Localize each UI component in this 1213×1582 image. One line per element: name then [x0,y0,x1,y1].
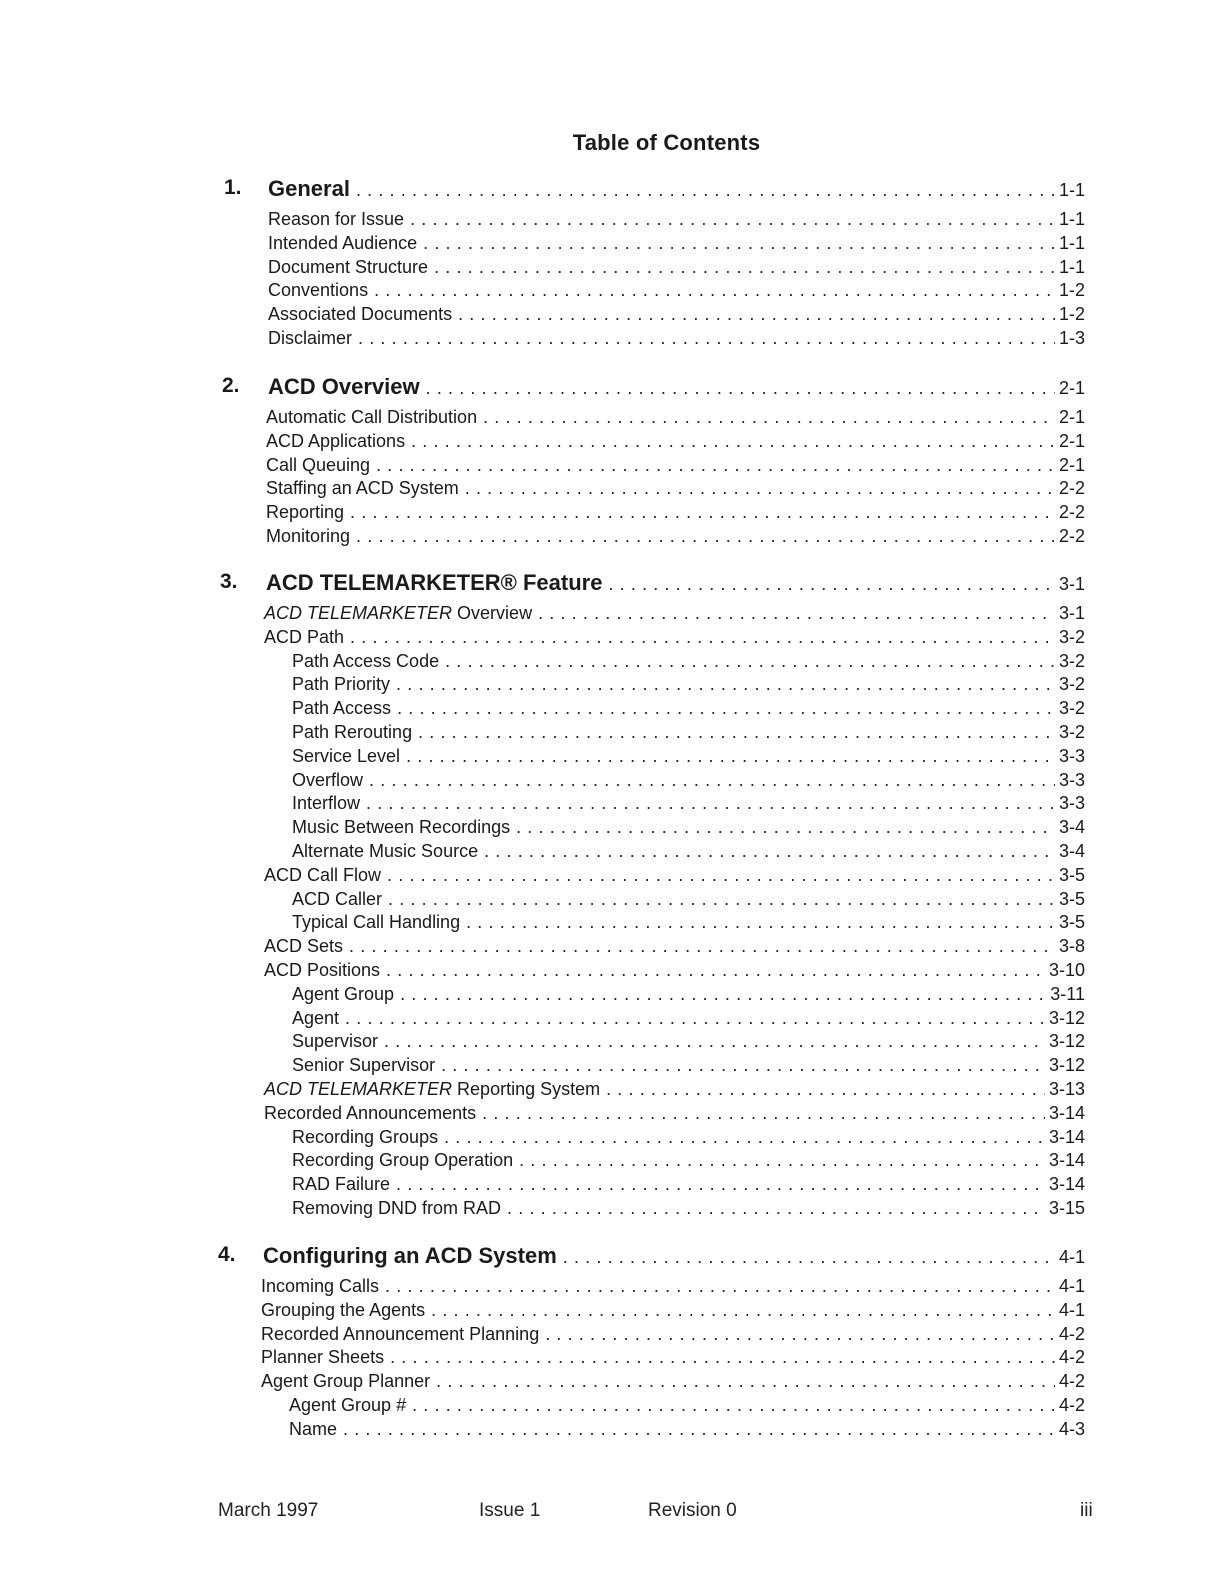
dot-leader [545,1324,1055,1345]
entry-page-number: 1-2 [1058,280,1085,301]
dot-leader [466,912,1055,933]
entry-page-number: 4-2 [1058,1395,1085,1415]
section-entry[interactable] [268,233,1085,254]
toc-heading-text: Table of Contents [572,130,761,155]
entry-title: ACD Path [264,626,345,647]
chapter-entry[interactable] [220,570,1085,596]
dot-leader [396,1174,1045,1195]
entry-page-number: 4-1 [1058,1276,1085,1296]
entry-title: Reason for Issue [268,209,405,229]
dot-leader [376,455,1055,476]
section-entry[interactable] [264,960,1085,981]
dot-leader [387,865,1055,886]
entry-page-number: 4-1 [1058,1299,1085,1320]
subsection-entry[interactable] [292,746,1085,767]
subsection-entry[interactable] [292,912,1085,933]
dot-leader [458,304,1055,325]
dot-leader [563,1247,1055,1268]
footer-date: March 1997 [218,1500,319,1521]
entry-title: Service Level [292,745,401,766]
dot-leader [423,233,1055,254]
entry-title: Agent Group [292,983,395,1004]
entry-title: Removing DND from RAD [292,1198,502,1218]
dot-leader [484,841,1055,862]
entry-title: Senior Supervisor [292,1055,436,1076]
entry-page-number: 4-3 [1058,1418,1085,1439]
section-entry[interactable] [261,1347,1085,1368]
dot-leader [400,984,1046,1005]
entry-title: Agent [292,1007,340,1028]
dot-leader [385,1276,1055,1297]
dot-leader [516,817,1055,838]
dot-leader [482,1103,1045,1124]
dot-leader [366,793,1055,814]
entry-page-number: 3-11 [1050,983,1085,1004]
subsection-entry[interactable] [292,793,1085,814]
entry-page-number: 3-8 [1058,936,1085,957]
entry-title: Reporting [266,502,345,523]
subsection-entry[interactable] [292,770,1085,791]
section-entry[interactable] [266,502,1085,523]
entry-page-number: 3-14 [1048,1150,1085,1171]
dot-leader [411,431,1055,452]
section-entry[interactable] [261,1324,1085,1345]
section-entry[interactable] [268,257,1085,278]
entry-page-number: 2-2 [1058,478,1085,499]
subsection-entry[interactable] [292,841,1085,862]
entry-page-number: 3-2 [1058,674,1085,695]
entry-page-number: 1-1 [1058,232,1085,253]
entry-title: ACD TELEMARKETER Reporting System [264,1079,601,1099]
entry-title: Interflow [292,793,361,814]
chapter-title: General [268,176,350,201]
chapter-page-number: 2-1 [1058,378,1085,398]
subsection-entry[interactable] [292,889,1085,910]
dot-leader [426,378,1055,399]
chapter-entry[interactable] [218,1243,1085,1269]
subsection-entry[interactable] [292,674,1085,695]
entry-title: RAD Failure [292,1174,391,1195]
chapter-title: ACD Overview [268,374,420,399]
subsection-entry[interactable] [292,1055,1085,1076]
entry-page-number: 1-2 [1058,304,1085,325]
entry-title: Agent Group Planner [261,1371,431,1392]
subsection-entry[interactable] [292,1031,1085,1052]
entry-title: Planner Sheets [261,1347,385,1368]
section-entry[interactable] [268,328,1085,349]
section-entry[interactable] [266,478,1085,499]
chapter-number: 2. [222,374,240,397]
section-entry[interactable] [261,1371,1085,1392]
entry-page-number: 2-2 [1058,526,1085,546]
dot-leader [606,1079,1045,1100]
entry-page-number: 3-2 [1058,626,1085,647]
entry-title: Recorded Announcements [264,1102,477,1123]
dot-leader [350,627,1055,648]
section-entry[interactable] [264,936,1085,957]
entry-title: ACD Sets [264,936,344,957]
entry-page-number: 2-1 [1058,454,1085,475]
section-entry[interactable] [264,865,1085,886]
dot-leader [350,502,1055,523]
entry-title: Conventions [268,280,369,301]
entry-page-number: 3-5 [1058,912,1085,933]
chapter-page-number: 1-1 [1058,180,1085,200]
dot-leader [369,770,1055,791]
entry-page-number: 3-3 [1058,769,1085,790]
entry-page-number: 3-2 [1058,650,1085,671]
entry-page-number: 1-1 [1058,209,1085,229]
entry-title: Staffing an ACD System [266,478,459,499]
entry-page-number: 3-15 [1048,1198,1085,1218]
chapter-page-number: 4-1 [1058,1247,1085,1267]
entry-page-number: 1-3 [1058,328,1085,348]
chapter-entry[interactable] [224,176,1085,202]
dot-leader [388,889,1055,910]
entry-title: Recording Groups [292,1126,439,1147]
section-entry[interactable] [268,304,1085,325]
dot-leader [538,603,1055,624]
footer-revision: Revision 0 [648,1500,737,1521]
section-entry[interactable] [261,1300,1085,1321]
dot-leader [431,1300,1055,1321]
entry-title: Path Priority [292,674,391,695]
dot-leader [397,698,1055,719]
footer-issue: Issue 1 [479,1500,541,1521]
entry-title: Typical Call Handling [292,912,461,933]
entry-title: Name [289,1418,338,1439]
dot-leader [349,936,1055,957]
subsection-entry[interactable] [292,698,1085,719]
entry-page-number: 3-12 [1048,1031,1085,1052]
entry-title: Incoming Calls [261,1276,380,1296]
dot-leader [386,960,1045,981]
section-entry[interactable] [268,280,1085,301]
dot-leader [444,1127,1045,1148]
dot-leader [406,746,1055,767]
section-entry[interactable] [266,526,1085,547]
dot-leader [507,1198,1045,1219]
entry-page-number: 3-14 [1048,1174,1085,1195]
dot-leader [434,257,1055,278]
entry-page-number: 3-1 [1058,603,1085,623]
entry-title: Alternate Music Source [292,841,479,861]
subsection-entry[interactable] [292,1008,1085,1029]
section-entry[interactable] [266,431,1085,452]
dot-leader [396,674,1055,695]
entry-page-number: 3-3 [1058,793,1085,814]
dot-leader [374,280,1055,301]
subsection-entry[interactable] [292,984,1085,1005]
dot-leader [418,722,1055,743]
entry-page-number: 3-14 [1048,1102,1085,1123]
entry-page-number: 2-2 [1058,502,1085,523]
chapter-entry[interactable] [222,374,1085,400]
section-entry[interactable] [264,1079,1085,1100]
subsection-entry[interactable] [292,651,1085,672]
entry-title: ACD Call Flow [264,864,382,885]
entry-page-number: 3-3 [1058,745,1085,766]
subsection-entry[interactable] [292,1127,1085,1148]
section-entry[interactable] [266,455,1085,476]
entry-page-number: 3-4 [1058,841,1085,861]
entry-title: Grouping the Agents [261,1299,426,1320]
entry-title: Automatic Call Distribution [266,407,478,427]
dot-leader [356,180,1055,201]
dot-leader [356,526,1055,547]
entry-title: Monitoring [266,526,351,546]
chapter-number: 4. [218,1243,236,1266]
entry-title: Agent Group # [289,1395,407,1415]
subsection-entry[interactable] [289,1395,1085,1416]
chapter-page-number: 3-1 [1058,574,1085,594]
entry-title: Path Access [292,698,392,719]
chapter-title: Configuring an ACD System [263,1243,557,1268]
section-entry[interactable] [261,1276,1085,1297]
entry-title: ACD Applications [266,430,406,451]
dot-leader [384,1031,1045,1052]
dot-leader [345,1008,1045,1029]
section-entry[interactable] [264,627,1085,648]
subsection-entry[interactable] [292,817,1085,838]
subsection-entry[interactable] [292,1174,1085,1195]
dot-leader [608,574,1055,595]
section-entry[interactable] [268,209,1085,230]
dot-leader [358,328,1055,349]
entry-title: Path Access Code [292,650,440,671]
entry-page-number: 3-2 [1058,698,1085,719]
subsection-entry[interactable] [292,1150,1085,1171]
entry-page-number: 3-5 [1058,864,1085,885]
subsection-entry[interactable] [289,1419,1085,1440]
dot-leader [519,1150,1045,1171]
section-entry[interactable] [264,603,1085,624]
dot-leader [390,1347,1055,1368]
entry-page-number: 3-5 [1058,888,1085,909]
entry-title: Recorded Announcement Planning [261,1323,540,1344]
entry-page-number: 3-4 [1058,817,1085,838]
entry-title: ACD Caller [292,888,383,909]
footer-page-number: iii [1080,1500,1093,1521]
entry-title: Recording Group Operation [292,1150,514,1171]
entry-title: Intended Audience [268,232,418,253]
entry-page-number: 2-1 [1058,407,1085,427]
dot-leader [343,1419,1055,1440]
dot-leader [483,407,1055,428]
entry-title: Music Between Recordings [292,817,511,838]
entry-page-number: 4-2 [1058,1347,1085,1368]
entry-page-number: 3-12 [1048,1055,1085,1076]
toc-heading [0,130,1213,156]
section-entry[interactable] [266,407,1085,428]
entry-page-number: 3-12 [1048,1007,1085,1028]
entry-page-number: 2-1 [1058,430,1085,451]
chapter-title: ACD TELEMARKETER® Feature [266,570,603,595]
dot-leader [436,1371,1055,1392]
chapter-number: 3. [220,570,238,593]
entry-title: Overflow [292,769,364,790]
dot-leader [441,1055,1045,1076]
entry-title: Associated Documents [268,304,453,325]
entry-page-number: 1-1 [1058,256,1085,277]
entry-page-number: 4-2 [1058,1323,1085,1344]
entry-page-number: 4-2 [1058,1371,1085,1392]
entry-page-number: 3-2 [1058,722,1085,742]
dot-leader [412,1395,1055,1416]
entry-title: Path Rerouting [292,722,413,742]
dot-leader [410,209,1055,230]
entry-title: Call Queuing [266,454,371,475]
entry-title: Supervisor [292,1031,379,1052]
entry-title: Document Structure [268,256,429,277]
subsection-entry[interactable] [292,722,1085,743]
dot-leader [445,651,1055,672]
entry-page-number: 3-14 [1048,1126,1085,1147]
entry-title: Disclaimer [268,328,353,348]
subsection-entry[interactable] [292,1198,1085,1219]
section-entry[interactable] [264,1103,1085,1124]
entry-page-number: 3-13 [1048,1079,1085,1099]
dot-leader [465,478,1055,499]
entry-title: ACD Positions [264,960,381,980]
chapter-number: 1. [224,176,242,199]
entry-page-number: 3-10 [1048,960,1085,980]
entry-title: ACD TELEMARKETER Overview [264,603,533,623]
